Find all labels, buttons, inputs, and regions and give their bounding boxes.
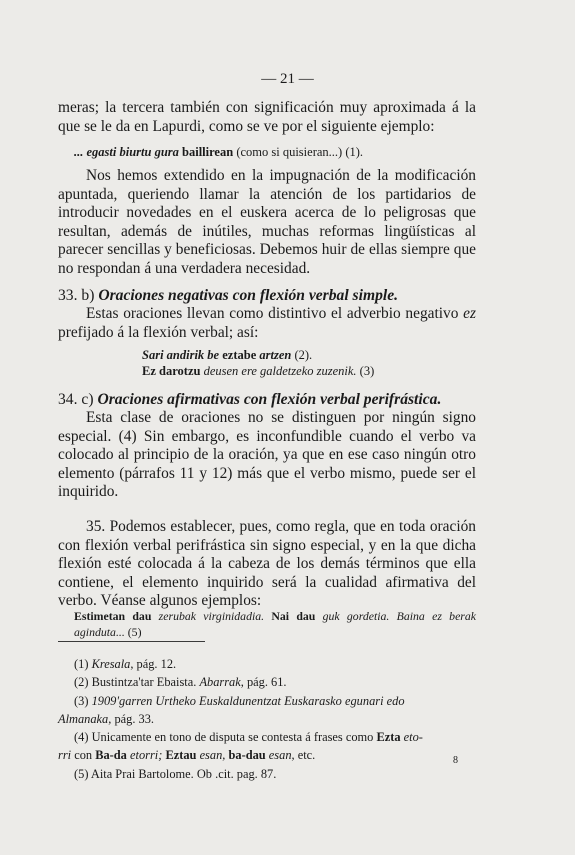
- footnote-verb: ba-dau: [228, 748, 266, 763]
- example-text: ... egasti biurtu gura: [74, 145, 179, 159]
- example-text: guk gordetia.: [322, 609, 390, 623]
- example-text: Sari andirik be: [142, 348, 220, 362]
- footnote-verb: Ba-da: [95, 748, 127, 763]
- footnote-2: [58, 673, 478, 691]
- footnote-text: , pág. 12.: [130, 657, 177, 671]
- example-verb: eztabe: [222, 348, 257, 362]
- section-35-text: [58, 518, 476, 611]
- paragraph-text: Esta clase de oraciones no se distinguen por ningún signo especial. (4) Sin embargo, es inconfundible cuando el verbo va colocado al principio de la oración, ya que en ese caso ningún otro elemento (párrafos 11 y 12) más que el verbo mismo, puede ser el inquirido.: [58, 409, 476, 501]
- footnote-verb: Eztau: [165, 748, 197, 763]
- paragraph-continuation: [58, 99, 476, 136]
- footnote-number: (2): [74, 675, 89, 690]
- footnote-term: esan,: [199, 748, 226, 763]
- footnote-number: (4): [74, 730, 89, 745]
- footnote-text: Bustintza'tar Ebaista.: [91, 675, 197, 690]
- section-letter: b): [81, 287, 95, 304]
- example-verb: Nai dau: [271, 609, 316, 623]
- footnote-term: esan,: [268, 748, 295, 763]
- footnote-number: (3): [74, 693, 89, 708]
- section-letter: c): [81, 391, 94, 408]
- footnote-divider: [58, 641, 205, 642]
- paragraph-text: 35. Podemos establecer, pues, como regla, que en toda oración con flexión verbal perifrástica sin signo especial, y en la que dicha flexión esté colocada á la cabeza de los demás términos que ella contiene, el elemento inquirido será la cualidad afirmativa del verbo. Véanse algunos ejemplos:: [58, 518, 476, 610]
- section-number: 33.: [58, 287, 78, 304]
- footnote-text: con: [74, 748, 93, 763]
- page-number: — 21 —: [261, 71, 314, 87]
- footnote-title: Abarrak: [199, 675, 241, 690]
- example-text: Baina ez berak aginduta...: [74, 609, 477, 640]
- footnote-number: (1): [74, 657, 89, 671]
- paragraph-text: Estas oraciones llevan como distintivo el adverbio negativo: [86, 305, 459, 322]
- example-text: deusen ere galdetzeko zuzenik.: [203, 364, 357, 378]
- footnote-3-continued: [58, 710, 478, 728]
- footnote-text: Aita Prai Bartolome. Ob .cit. pag. 87.: [90, 766, 277, 781]
- example-text: artzen: [259, 348, 292, 362]
- paragraph-text: meras; la tercera también con significación muy aproximada á la que se le da en Lapurdi, como se ve por el siguiente ejemplo:: [58, 99, 476, 135]
- section-number: 34.: [58, 391, 78, 408]
- footnote-number: (5): [74, 766, 89, 781]
- paragraph-text: Nos hemos extendido en la impugnación de la modificación apuntada, queriendo llamar la atención de los partidarios de introducir novedades en el euskera acerca de lo peligrosas que resultan, además de inútiles, muchas reformas lingüísticas al parecer sencillas y beneficiosas. Debemos huir de ellas siempre que no respondan á una verdadera necesidad.: [58, 167, 476, 277]
- footnote-4-continued: [58, 746, 478, 764]
- paragraph-text: prefijado á la flexión verbal; así:: [58, 323, 259, 341]
- example-text: zerubak virginidadia.: [158, 609, 265, 623]
- footnote-verb: Ezta: [376, 730, 401, 745]
- example-verb: Estimetan dau: [74, 609, 152, 623]
- footnote-title: 1909'garren Urtheko Euskaldunentzat Euskarasko egunari edo: [91, 693, 405, 708]
- adverb-ez: ez: [463, 305, 476, 322]
- section-34-text: [58, 409, 476, 502]
- footnote-1: [58, 655, 478, 673]
- footnote-text: etc.: [297, 748, 316, 763]
- footnote-3: [58, 692, 478, 710]
- section-35-examples: [74, 608, 476, 641]
- example-gloss: (como si quisieran...) (1).: [236, 145, 364, 159]
- footnote-text: , pág. 61.: [240, 675, 287, 690]
- footnotes: [58, 655, 478, 783]
- section-33-text: [58, 305, 476, 342]
- section-33-example-1: [142, 347, 462, 363]
- section-33-heading: [58, 286, 476, 305]
- footnote-text: , pág. 33.: [108, 711, 155, 726]
- example-verb: baillirean: [182, 145, 234, 159]
- footnote-title: Kresala: [91, 657, 131, 671]
- example-1: [74, 144, 474, 160]
- section-title: Oraciones afirmativas con flexión verbal perifrástica.: [97, 391, 442, 408]
- footnote-term: eto-: [403, 730, 423, 745]
- section-33-example-2: [142, 363, 462, 379]
- footnote-title: Almanaka: [58, 711, 109, 726]
- section-title: Oraciones negativas con flexión verbal simple.: [98, 287, 399, 304]
- signature-mark: 8: [453, 755, 458, 766]
- footnote-ref: (5): [127, 625, 142, 640]
- footnote-5: [58, 765, 478, 783]
- footnote-term: rri: [58, 748, 72, 763]
- footnote-4: [58, 728, 478, 746]
- footnote-text: Unicamente en tono de disputa se contesta á frases como: [91, 730, 374, 745]
- footnote-term: etorri;: [130, 748, 163, 763]
- section-34-heading: [58, 390, 476, 409]
- footnote-ref: (3): [359, 364, 375, 378]
- paragraph-2: [58, 167, 476, 279]
- example-verb: Ez darotzu: [142, 364, 201, 378]
- footnote-ref: (2).: [294, 348, 313, 362]
